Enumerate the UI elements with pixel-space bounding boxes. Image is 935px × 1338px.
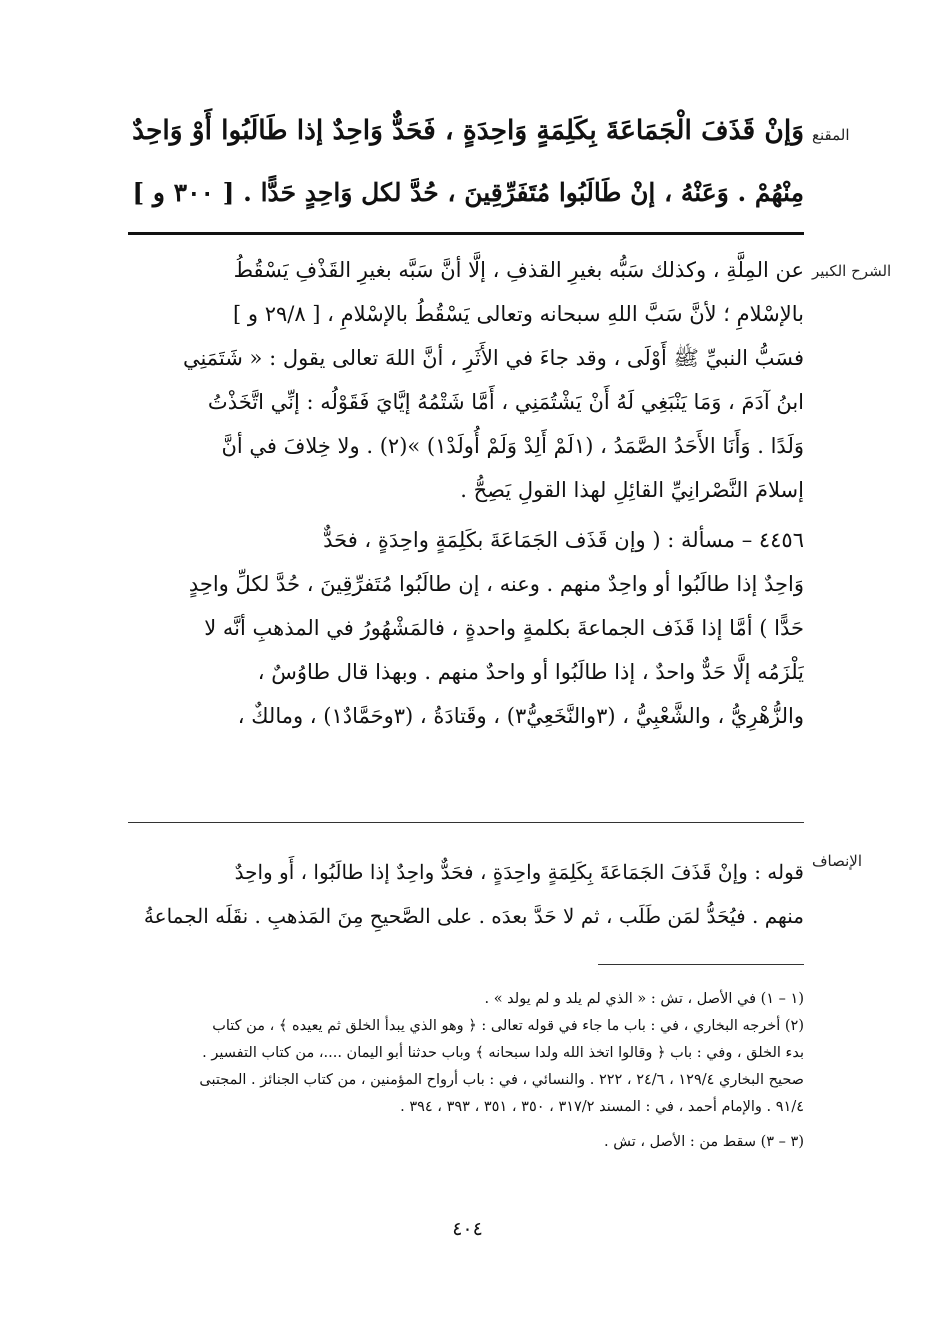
footnote-line: (٢) أخرجه البخاري ، في : باب ما جاء في قوله تعالى : ﴿ وهو الذي يبدأ الخلق ثم يعيده ﴾ ، من كتاب bbox=[212, 1018, 804, 1034]
footnote-line: بدء الخلق ، وفي : باب ﴿ وقالوا اتخذ الله ولدا سبحانه ﴾ وباب حدثنا أبو اليمان ....، من كتاب التفسير . bbox=[202, 1045, 804, 1061]
footnote-line: (٣ – ٣) سقط من : الأصل ، تش . bbox=[604, 1134, 804, 1150]
insaf-line: منهم . فيُحَدُّ لمَن طَلَب ، ثم لا حَدَّ بعدَه . على الصَّحيحِ مِنَ المَذهبِ . نقَلَه الجماعةُ bbox=[143, 904, 804, 928]
muqni-text bbox=[128, 100, 804, 224]
muqni-divider bbox=[128, 232, 804, 235]
page-number: ٤٠٤ bbox=[452, 1218, 483, 1240]
sharh-line: حَدًّا ) أمَّا إذا قَذَف الجماعةَ بكلمةٍ واحدةٍ ، فالمَشْهُورُ في المذهبِ أنَّه لا bbox=[204, 616, 804, 640]
sharh-line: والزُّهْرِيُّ ، والشَّعْبِيُّ ، (٣والنَّخَعِيُّ٣) ، وقَتادَةُ ، (٣وحَمَّادٌ١) ، ومالكٌ ، bbox=[237, 704, 804, 728]
sharh-line: بالإسْلامِ ؛ لأنَّ سَبَّ اللهِ سبحانه وتعالى يَسْقُطُ بالإسْلامِ ، [ ٢٩/٨ و ] bbox=[233, 302, 804, 326]
footnote-line: صحيح البخاري ١٢٩/٤ ، ٢٤/٦ ، ٢٢٢ . والنسائي ، في : باب أرواح المؤمنين ، من كتاب الجنائز . المجتبى bbox=[199, 1072, 804, 1088]
sharh-line: ابنُ آدَمَ ، وَمَا يَنْبَغِي لَهُ أَنْ يَشْتُمَنِي ، أَمَّا شَتْمُهُ إيَّايَ فَقَوْلُه : إنِّي اتَّخَذْتُ bbox=[207, 390, 804, 414]
muqni-line: مِنْهُمْ . وَعَنْهُ ، إنْ طَالَبُوا مُتَفَرِّقِينَ ، حُدَّ لكل وَاحِدٍ حَدًّا . [ ٣٠٠ و ] bbox=[132, 178, 804, 207]
sharh-label: الشرح الكبير bbox=[812, 262, 892, 280]
sharh-line: إسلامَ النَّصْرانِيِّ القائِلِ لهذا القولِ يَصِحُّ . bbox=[460, 478, 804, 502]
muqni-line: وَإنْ قَذَفَ الْجَمَاعَةَ بِكَلِمَةٍ وَاحِدَةٍ ، فَحَدٌّ وَاحِدٌ إذا طَالَبُوا أَوْ وَاحِدٌ bbox=[132, 115, 804, 146]
sharh-line: فسَبُّ النبيِّ ﷺ أَوْلَى ، وقد جاءَ في الأَثَرِ ، أنَّ اللهَ تعالى يقول : « شَتَمَنِي bbox=[182, 346, 804, 370]
sharh-text bbox=[128, 248, 804, 738]
footnotes bbox=[128, 986, 804, 1156]
sharh-line: وَاحِدٌ إذا طالَبُوا أو واحِدٌ منهم . وعنه ، إن طالَبُوا مُتَفرِّقِينَ ، حُدَّ لكلِّ واحِدٍ bbox=[188, 572, 804, 596]
muqni-label: المقنع bbox=[812, 126, 850, 144]
insaf-line: قوله : وإنْ قَذَفَ الجَمَاعَةَ بِكَلِمَةٍ واحِدَةٍ ، فحَدٌّ واحِدٌ إذا طالَبُوا ، أَو واحِدٌ bbox=[234, 860, 804, 884]
footnote-line: ٩١/٤ . والإمام أحمد ، في : المسند ٣١٧/٢ ، ٣٥٠ ، ٣٥١ ، ٣٩٣ ، ٣٩٤ . bbox=[400, 1099, 804, 1115]
footnote-line: (١ – ١) في الأصل ، تش : « الذي لم يلد و لم يولد » . bbox=[484, 991, 804, 1007]
sharh-line: يَلْزَمُه إلَّا حَدٌّ واحدٌ ، إذا طالَبُوا أو واحدٌ منهم . وبهذا قال طاوُسٌ ، bbox=[257, 660, 804, 684]
sharh-line: عن المِلَّةِ ، وكذلك سَبُّه بغيرِ القذفِ ، إلَّا أنَّ سَبَّه بغيرِ القَذْفِ يَسْقُطُ bbox=[233, 258, 804, 282]
sharh-divider bbox=[128, 822, 804, 823]
sharh-line: وَلَدًا . وَأَنَا الأَحَدُ الصَّمَدُ ، (١لَمْ أَلِدْ وَلَمْ أُولَدْ١) »(٢) . ولا خِلافَ في أنَّ bbox=[221, 434, 804, 458]
insaf-text bbox=[128, 850, 804, 938]
insaf-label: الإنصاف bbox=[812, 852, 863, 870]
footnote-divider bbox=[598, 964, 804, 965]
masala-heading-line: ٤٤٥٦ – مسألة : ( وإن قَذَف الجَمَاعَةَ بكَلِمَةٍ واحِدَةٍ ، فحَدٌّ bbox=[323, 528, 804, 552]
